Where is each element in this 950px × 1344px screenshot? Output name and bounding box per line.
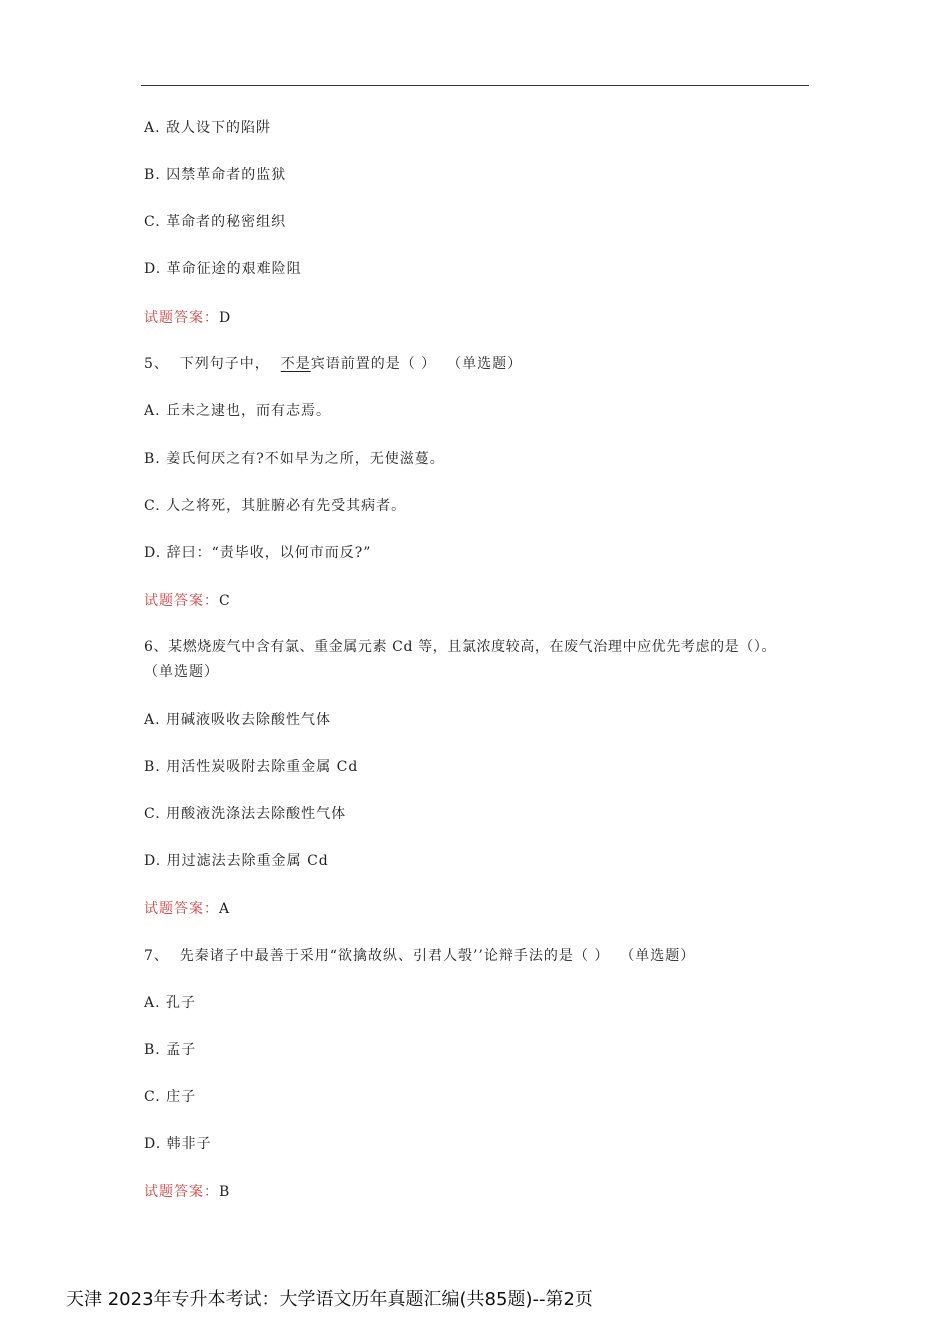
q5-option-a: A. 丘未之逮也，而有志焉。 [144,403,332,419]
q6-stem-line1: 6、某燃烧废气中含有氯、重金属元素 Cd 等，且氯浓度较高，在废气治理中应优先考虑的是（）。 [144,639,777,655]
page-footer: 天津 2023年专升本考试：大学语文历年真题汇编(共85题)--第2页 [66,1289,593,1310]
answer-label: 试题答案： [144,1184,219,1200]
answer-value: C [219,593,231,609]
answer-label: 试题答案： [144,901,219,917]
answer-label: 试题答案： [144,310,219,326]
q6-option-d: D. 用过滤法去除重金属 Cd [144,853,329,869]
answer-value: B [219,1184,231,1200]
header-rule [141,85,809,86]
q6-option-a: A. 用碱液吸收去除酸性气体 [144,712,332,728]
q5-stem-suffix: 宾语前置的是（ ） （单选题） [310,356,523,372]
q5-option-c: C. 人之将死，其脏腑必有先受其病者。 [144,498,407,514]
q6-answer [144,899,230,919]
answer-value: A [219,901,231,917]
q4-option-c: C. 革命者的秘密组织 [144,214,287,230]
q7-option-b: B. 孟子 [144,1042,197,1058]
q4-option-b: B. 囚禁革命者的监狱 [144,167,287,183]
q4-answer [144,308,231,328]
q4-option-a: A. 敌人设下的陷阱 [144,120,272,136]
q5-stem-underlined: 不是 [280,356,311,372]
q5-answer [144,591,231,611]
answer-label: 试题答案： [144,593,219,609]
q6-option-b: B. 用活性炭吸附去除重金属 Cd [144,759,359,775]
q7-option-d: D. 韩非子 [144,1136,212,1152]
q7-option-a: A. 孔子 [144,995,197,1011]
answer-value: D [219,310,232,326]
q6-option-c: C. 用酸液洗涤法去除酸性气体 [144,806,347,822]
q5-option-b: B. 姜氏何厌之有?不如早为之所，无使滋蔓。 [144,451,445,467]
q7-option-c: C. 庄子 [144,1089,197,1105]
q7-answer [144,1182,230,1202]
q5-stem-prefix: 5、 下列句子中， [144,356,281,372]
q6-stem-line2: （单选题） [144,664,219,680]
q5-stem [144,354,522,374]
q5-option-d: D. 辞曰：“责毕收，以何市而反?” [144,545,372,561]
q7-stem: 7、 先秦诸子中最善于采用“欲擒故纵、引君人彀’’论辩手法的是（ ） （单选题） [144,948,696,964]
q4-option-d: D. 革命征途的艰难险阻 [144,261,302,277]
